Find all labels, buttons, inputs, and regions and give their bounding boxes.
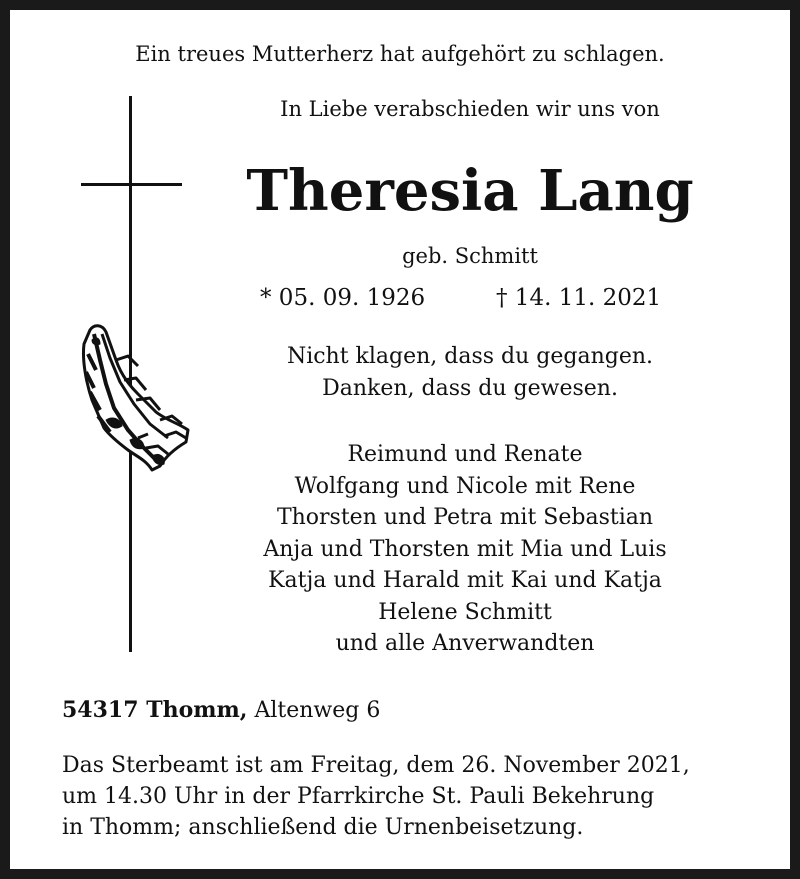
verse-line: Danken, dass du gewesen. (322, 376, 618, 401)
mourner-line: und alle Anverwandten (335, 631, 595, 656)
praying-hands-icon (76, 320, 194, 474)
mourner-line: Reimund und Renate (347, 442, 583, 467)
mourners-list (210, 439, 720, 660)
mourner-line: Anja und Thorsten mit Mia und Luis (263, 536, 667, 562)
opening-line: Ein treues Mutterherz hat aufgehört zu schlagen. (135, 42, 665, 66)
address-place: 54317 Thomm, (62, 697, 248, 723)
cross-bar (81, 183, 182, 186)
mourner-line: Katja und Harald mit Kai und Katja (268, 568, 662, 593)
service-line: Das Sterbeamt ist am Freitag, dem 26. November 2021, (62, 753, 690, 778)
mourner-line: Helene Schmitt (378, 599, 552, 625)
maiden-name: geb. Schmitt (402, 244, 538, 268)
service-line: in Thomm; anschließend die Urnenbeisetzung. (62, 815, 584, 840)
address-street: Altenweg 6 (254, 698, 381, 723)
service-details (62, 750, 762, 843)
address (62, 695, 380, 726)
farewell-line: In Liebe verabschieden wir uns von (280, 97, 660, 121)
verse-line: Nicht klagen, dass du gegangen. (286, 344, 654, 369)
birth-date: * 05. 09. 1926 (260, 285, 426, 311)
mourner-line: Wolfgang und Nicole mit Rene (294, 473, 636, 499)
service-line: um 14.30 Uhr in der Pfarrkirche St. Pauli Bekehrung (62, 784, 655, 809)
deceased-name: Theresia Lang (246, 158, 694, 224)
death-date: † 14. 11. 2021 (496, 285, 662, 311)
mourner-line: Thorsten und Petra mit Sebastian (276, 505, 654, 530)
memorial-verse (230, 341, 710, 405)
